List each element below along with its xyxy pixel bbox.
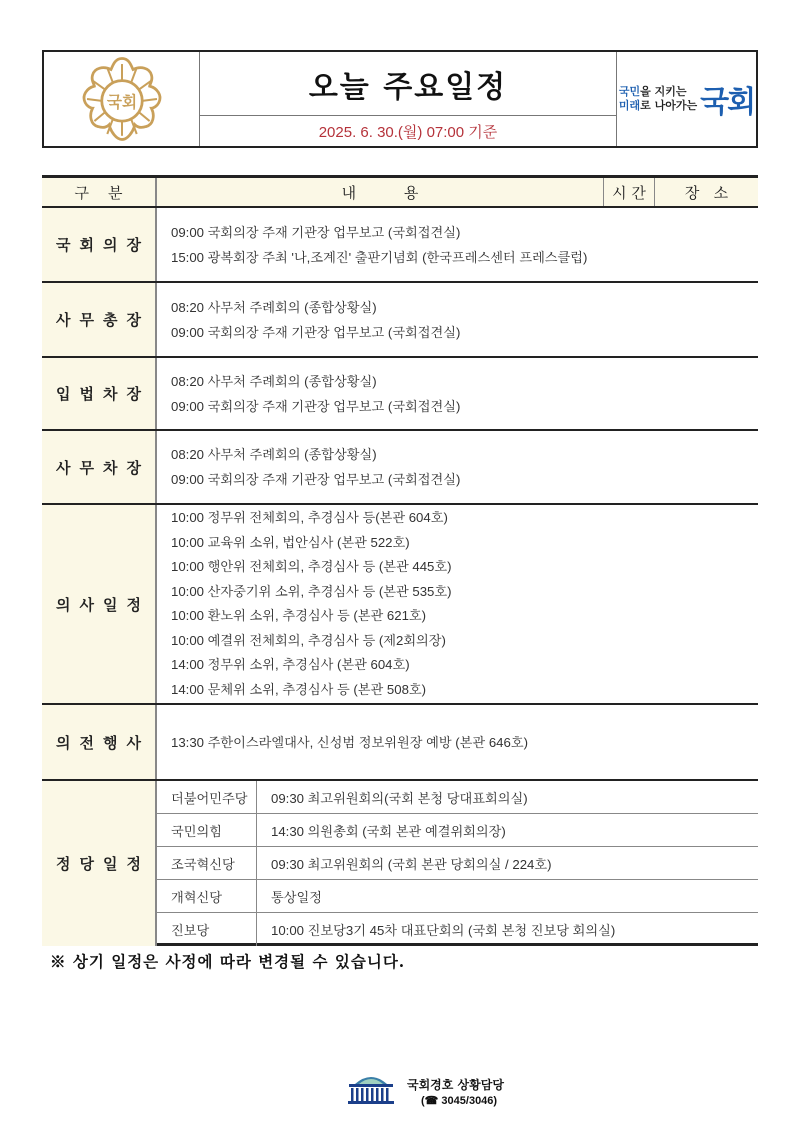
schedule-item: 14:00 정무위 소위, 추경심사 (본관 604호) (171, 657, 410, 672)
party-row (157, 880, 758, 913)
row-content (157, 283, 758, 356)
party-row (157, 913, 758, 946)
schedule-item: 10:00 환노위 소위, 추경심사 등 (본관 621호) (171, 608, 427, 623)
party-name: 조국혁신당 (157, 847, 257, 879)
party-name: 진보당 (157, 913, 257, 946)
party-schedule: 10:00 진보당3기 45차 대표단회의 (국회 본청 진보당 회의실) (271, 923, 616, 939)
row-label: 의사일정 (42, 505, 157, 703)
party-schedule: 09:30 최고위원회의(국회 본청 당대표회의실) (271, 790, 528, 806)
schedule-item: 14:00 문체위 소위, 추경심사 등 (본관 508호) (171, 681, 427, 697)
table-row-legislative-deputy (42, 358, 758, 431)
brand-slogan: 국민을 지키는 미래로 나아가는 (618, 85, 698, 112)
schedule-item: 10:00 예결위 전체회의, 추경심사 등 (제2회의장) (171, 632, 446, 648)
row-content (157, 705, 758, 779)
row-label: 입법차장 (42, 358, 157, 429)
schedule-item: 10:00 산자중기위 소위, 추경심사 등 (본관 535호) (171, 583, 452, 599)
row-label: 의전행사 (42, 705, 157, 779)
row-label: 사무차장 (42, 431, 157, 503)
schedule-item: 15:00 광복회장 주최 '나,조계진' 출판기념회 (한국프레스센터 프레스클럽) (171, 249, 588, 265)
party-schedule: 통상일정 (271, 889, 322, 905)
party-name: 개혁신당 (157, 880, 257, 912)
schedule-item: 09:00 국회의장 주재 기관장 업무보고 (국회접견실) (171, 224, 461, 240)
svg-text:국회: 국회 (106, 92, 137, 112)
column-header-time: 시 간 (604, 178, 655, 206)
schedule-table (42, 175, 758, 946)
schedule-item: 09:00 국회의장 주재 기관장 업무보고 (국회접견실) (171, 398, 461, 414)
table-row-speaker (42, 208, 758, 283)
schedule-item: 13:30 주한이스라엘대사, 신성범 정보위원장 예방 (본관 646호) (171, 734, 528, 750)
table-header (42, 178, 758, 208)
party-row (157, 814, 758, 847)
table-row-protocol-events (42, 705, 758, 781)
party-row (157, 847, 758, 880)
column-header-category: 구 분 (42, 178, 157, 206)
footer (345, 1072, 545, 1112)
table-row-secretary-general (42, 283, 758, 358)
column-header-place: 장 소 (684, 183, 729, 202)
disclaimer-note: ※ 상기 일정은 사정에 따라 변경될 수 있습니다. (50, 952, 406, 971)
page-title: 오늘 주요일정 (200, 52, 617, 116)
party-schedule: 09:30 최고위원회의 (국회 본관 당회의실 / 224호) (271, 856, 552, 872)
row-content (157, 208, 758, 281)
schedule-item: 08:20 사무처 주례회의 (종합상황실) (171, 447, 377, 462)
column-header-content: 내 용 (157, 178, 604, 206)
party-name: 국민의힘 (157, 814, 257, 846)
footer-department: 국회경호 상황담당 (407, 1078, 504, 1092)
schedule-item: 09:00 국회의장 주재 기관장 업무보고 (국회접견실) (171, 472, 461, 487)
brand-wordmark: 국회 (700, 85, 755, 120)
schedule-item: 09:00 국회의장 주재 기관장 업무보고 (국회접견실) (171, 324, 461, 340)
schedule-item: 08:20 사무처 주례회의 (종합상황실) (171, 373, 377, 389)
row-label: 사무총장 (42, 283, 157, 356)
schedule-item: 10:00 교육위 소위, 법안심사 (본관 522호) (171, 534, 410, 550)
row-content (157, 505, 758, 703)
footer-phone: (☎ 3045/3046) (421, 1095, 498, 1107)
table-row-agenda (42, 505, 758, 705)
row-content (157, 358, 758, 429)
emblem-icon (76, 53, 168, 145)
table-row-party-schedule (42, 781, 758, 946)
document-header (42, 50, 758, 148)
brand-logo (617, 52, 756, 146)
national-assembly-building-icon (345, 1072, 397, 1106)
schedule-item: 08:20 사무처 주례회의 (종합상황실) (171, 299, 377, 315)
table-row-deputy-secretary (42, 431, 758, 505)
row-content (157, 431, 758, 503)
row-label: 정당일정 (42, 781, 157, 946)
row-label: 국회의장 (42, 208, 157, 281)
schedule-item: 10:00 행안위 전체회의, 추경심사 등 (본관 445호) (171, 559, 452, 574)
party-schedule: 14:30 의원총회 (국회 본관 예결위회의장) (271, 823, 506, 839)
party-name: 더불어민주당 (157, 781, 257, 813)
national-assembly-emblem (44, 52, 200, 146)
schedule-item: 10:00 정무위 전체회의, 추경심사 등(본관 604호) (171, 510, 448, 525)
report-date: 2025. 6. 30.(월) 07:00 기준 (200, 116, 617, 146)
party-row (157, 781, 758, 814)
